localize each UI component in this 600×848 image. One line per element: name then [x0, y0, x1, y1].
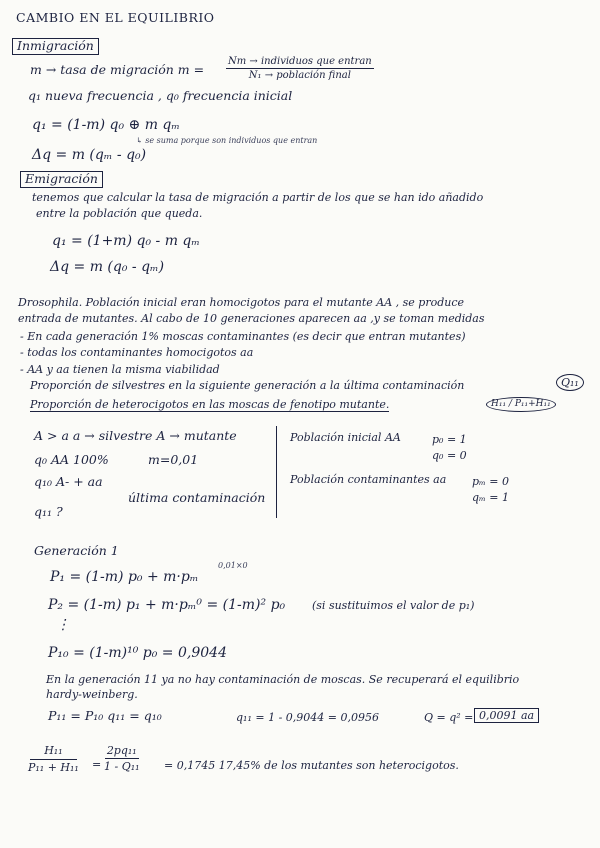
final-numerator: H₁₁ [30, 744, 76, 760]
migration-rate-definition: m → tasa de migración m = [30, 62, 205, 77]
q10-generation: q₁₀ A- + aa [34, 474, 103, 489]
inmigracion-equation-q1: q₁ = (1-m) q₀ ⊕ m qₘ [32, 117, 180, 133]
final-denominator: P₁₁ + H₁₁ [28, 761, 79, 774]
generacion-heading: Generación 1 [34, 543, 119, 558]
problem-line1: Drosophila. Población inicial eran homocigotos para el mutante AA , se produce [18, 296, 465, 309]
heterozygote-question: Proporción de heterocigotos en las moscas de fenotipo mutante. [30, 398, 390, 411]
poblacion-inicial-label: Población inicial AA [290, 431, 401, 444]
bullet-3: - AA y aa tienen la misma viabilidad [20, 363, 220, 376]
dots: ⋮ [56, 617, 70, 633]
page-title: CAMBIO EN EL EQUILIBRIO [16, 10, 215, 25]
p11-equation: P₁₁ = P₁₀ q₁₁ = q₁₀ [48, 708, 162, 723]
fraction-denominator: N₁ → población final [248, 70, 351, 81]
inmigracion-equation-delta: Δq = m (qₘ - q₀) [32, 147, 147, 163]
middle-denominator: 1 - Q₁₁ [104, 760, 140, 773]
q0-value: q₀ = 0 [432, 449, 467, 462]
generacion-text-line1: En la generación 11 ya no hay contaminación de moscas. Se recuperará el equilibrio [46, 673, 520, 686]
p1-note: 0,01×0 [218, 561, 248, 570]
bullet-1: - En cada generación 1% moscas contaminantes (es decir que entran mutantes) [20, 330, 466, 343]
generacion-text-line2: hardy-weinberg. [46, 688, 138, 701]
middle-numerator: 2pq₁₁ [106, 744, 137, 757]
p2-equation: P₂ = (1-m) p₁ + m·pₘ⁰ = (1-m)² p₀ [48, 597, 286, 613]
p1-equation: P₁ = (1-m) p₀ + m·pₘ [50, 569, 199, 585]
panel-divider [276, 426, 277, 518]
fraction-numerator: Nm → individuos que entran [228, 56, 372, 67]
equals-sign: = [92, 758, 102, 771]
q11-generation: q₁₁ ? [34, 504, 63, 519]
emigracion-text-line1: tenemos que calcular la tasa de migración a partir de los que se han ido añadido [32, 191, 484, 204]
Q-result: 0,0091 aa [474, 708, 539, 723]
middle-fraction [104, 744, 140, 773]
bullet-2: - todas los contaminantes homocigotos aa [20, 346, 254, 359]
emigracion-heading: Emigración [20, 171, 103, 188]
q11-circled: Q₁₁ [556, 374, 584, 391]
q11-calculation: q₁₁ = 1 - 0,9044 = 0,0956 [236, 711, 379, 724]
p0-value: p₀ = 1 [432, 433, 467, 446]
alleles-definition: A > a a → silvestre A → mutante [34, 428, 237, 443]
emigracion-equation-q1: q₁ = (1+m) q₀ - m qₘ [52, 233, 200, 249]
ultima-contaminacion: última contaminación [128, 490, 266, 505]
final-result: = 0,1745 17,45% de los mutantes son heterocigotos. [164, 759, 459, 772]
ratio-circled: H₁₁ / P₁₁+H₁₁ [486, 397, 556, 412]
p10-equation: P₁₀ = (1-m)¹⁰ p₀ = 0,9044 [48, 645, 227, 661]
proportion-question: Proporción de silvestres en la siguiente generación a la última contaminación [30, 379, 465, 392]
m-value: m=0,01 [148, 452, 199, 467]
p2-note: (si sustituimos el valor de p₁) [312, 599, 475, 612]
migration-rate-fraction [226, 56, 374, 81]
inmigracion-heading: Inmigración [12, 38, 99, 55]
inmigracion-note: ↳ se suma porque son individuos que entran [136, 136, 318, 145]
emigracion-equation-delta: Δq = m (q₀ - qₘ) [50, 259, 165, 275]
problem-line2: entrada de mutantes. Al cabo de 10 generaciones aparecen aa ,y se toman medidas [18, 312, 485, 325]
poblacion-contaminantes-label: Población contaminantes aa [290, 473, 447, 486]
pm-value: pₘ = 0 [472, 475, 509, 488]
final-fraction [28, 744, 79, 774]
emigracion-text-line2: entre la población que queda. [36, 207, 203, 220]
Q-label: Q = q² = [424, 711, 474, 724]
q0-generation: q₀ AA 100% [34, 452, 109, 467]
frequency-definition: q₁ nueva frecuencia , q₀ frecuencia inicial [28, 88, 293, 103]
qm-value: qₘ = 1 [472, 491, 509, 504]
